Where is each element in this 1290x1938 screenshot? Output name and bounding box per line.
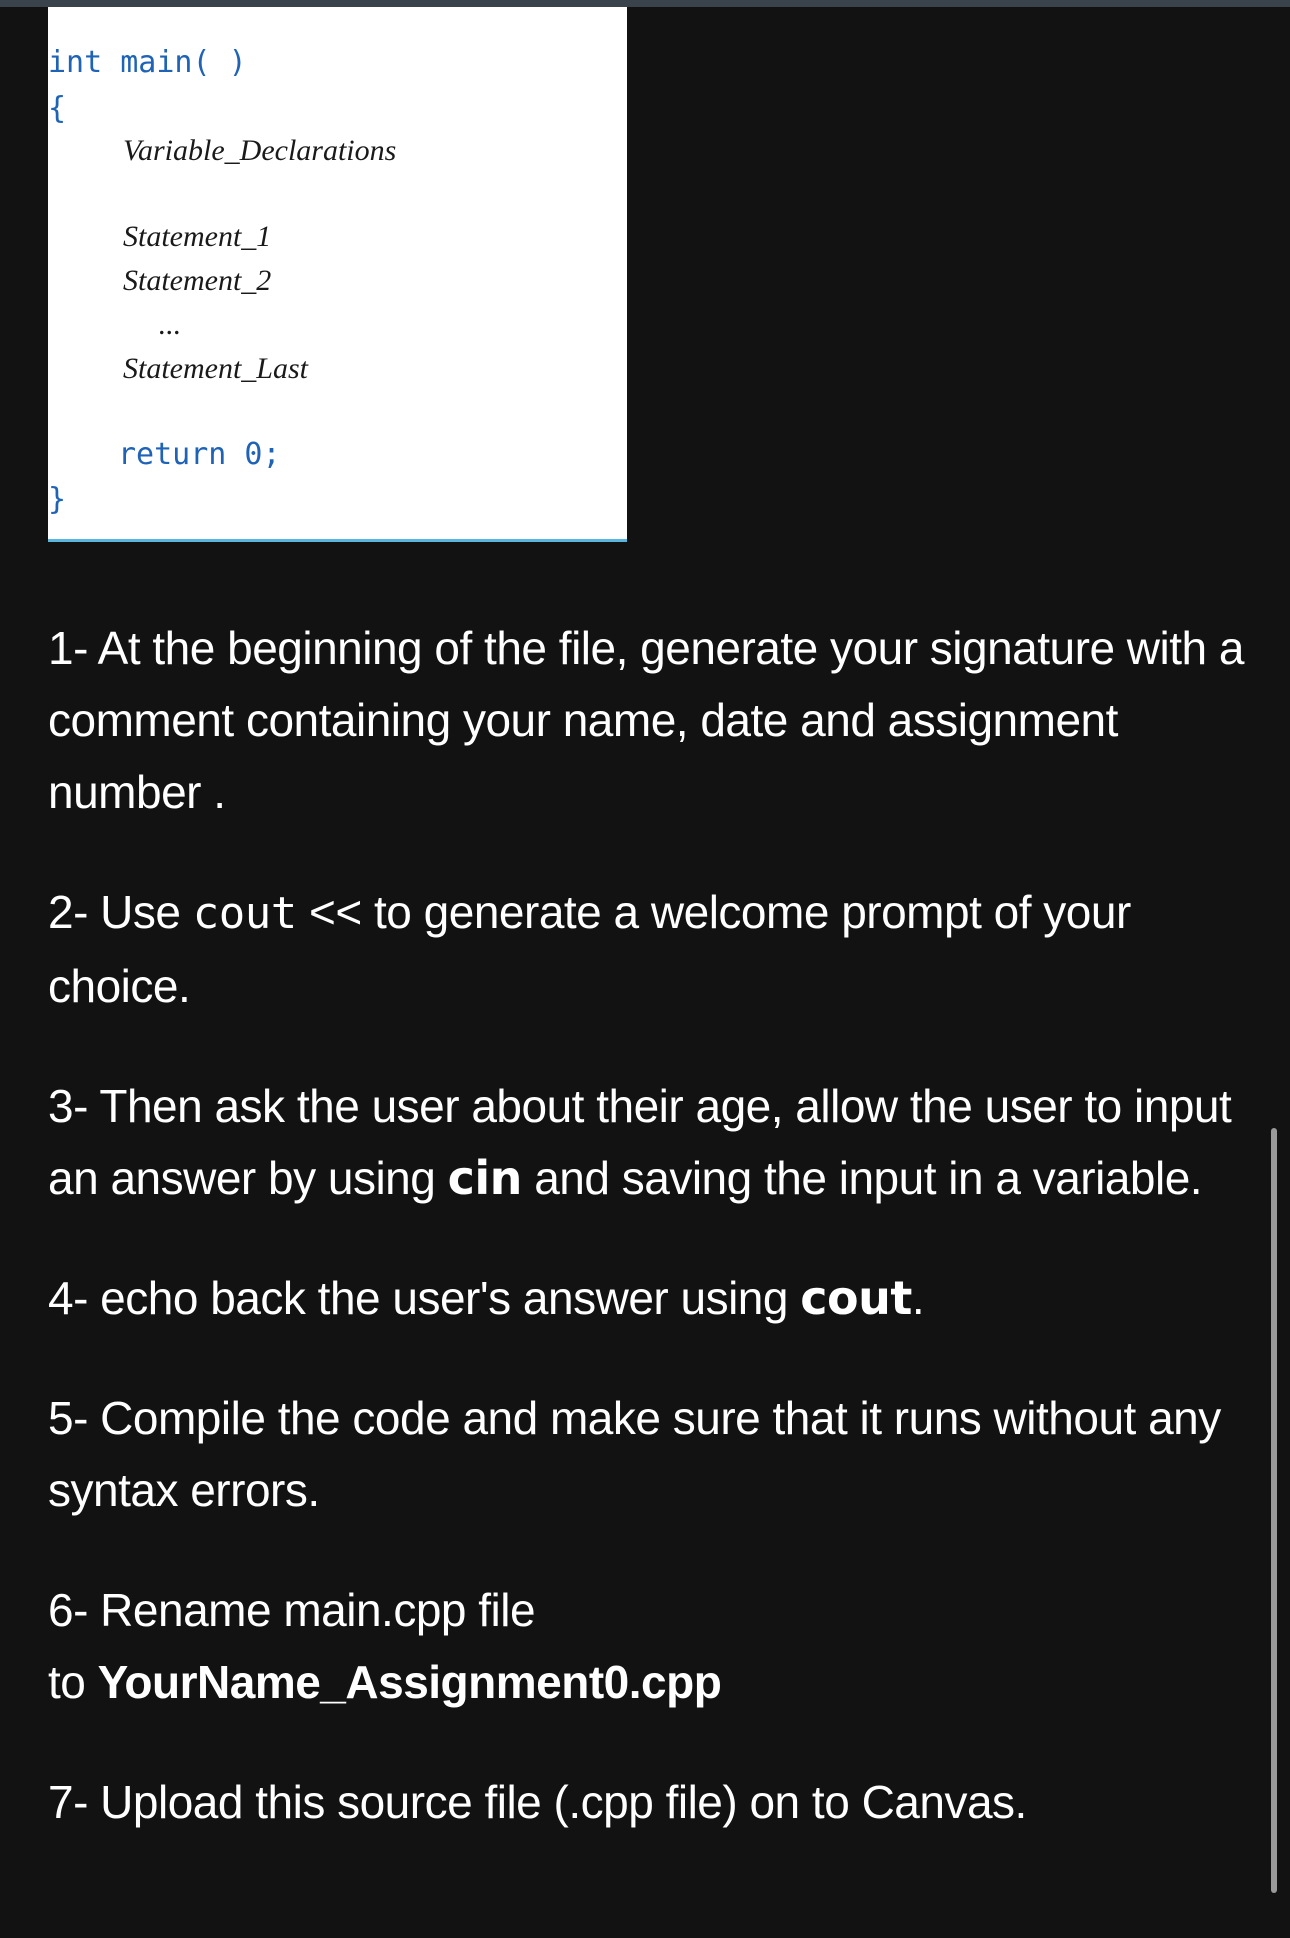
- instruction-step-4: [48, 1262, 1248, 1334]
- instruction-step-5: 5- Compile the code and make sure that it runs without any syntax errors.: [48, 1392, 1221, 1516]
- step-2-suffix: << to generate a welcome prompt of your choice.: [48, 886, 1131, 1012]
- code-line-open-brace: {: [48, 91, 67, 126]
- code-line-close-brace: }: [48, 482, 67, 517]
- code-line-statement-last: Statement_Last: [123, 352, 308, 385]
- step-2-prefix: 2- Use: [48, 886, 193, 938]
- step-6-filename: YourName_Assignment0.cpp: [97, 1656, 722, 1708]
- instructions-list: [48, 612, 1248, 1838]
- code-line-statement-2: Statement_2: [123, 264, 272, 297]
- step-3-prefix: 3- Then ask the user about their age, allow the user to input an answer by using: [48, 1080, 1232, 1204]
- instruction-step-1: 1- At the beginning of the file, generate your signature with a comment containing your name, date and assignment number .: [48, 622, 1244, 818]
- instruction-step-2: [48, 876, 1248, 1022]
- step-3-suffix: and saving the input in a variable.: [521, 1152, 1203, 1204]
- instruction-step-7: 7- Upload this source file (.cpp file) on to Canvas.: [48, 1776, 1027, 1828]
- instruction-step-3: [48, 1070, 1248, 1214]
- step-4-prefix: 4- echo back the user's answer using: [48, 1272, 801, 1324]
- step-2-code: cout: [192, 888, 297, 939]
- top-strip: [0, 0, 1290, 7]
- code-line-variable-declarations: Variable_Declarations: [123, 134, 397, 167]
- step-4-keyword: cout: [800, 1271, 912, 1325]
- code-line-statement-1: Statement_1: [123, 220, 272, 253]
- step-6-prefix: to: [48, 1656, 98, 1708]
- scrollbar[interactable]: [1271, 1128, 1277, 1893]
- instruction-step-6: [48, 1574, 1248, 1718]
- code-line-main-signature: int main( ): [48, 45, 247, 80]
- code-line-ellipsis: ...: [158, 308, 181, 341]
- step-4-suffix: .: [911, 1272, 925, 1324]
- code-line-return: return 0;: [118, 437, 281, 472]
- step-6-line1: 6- Rename main.cpp file: [48, 1584, 536, 1636]
- step-3-keyword: cin: [447, 1151, 522, 1205]
- code-template-image: [48, 7, 627, 542]
